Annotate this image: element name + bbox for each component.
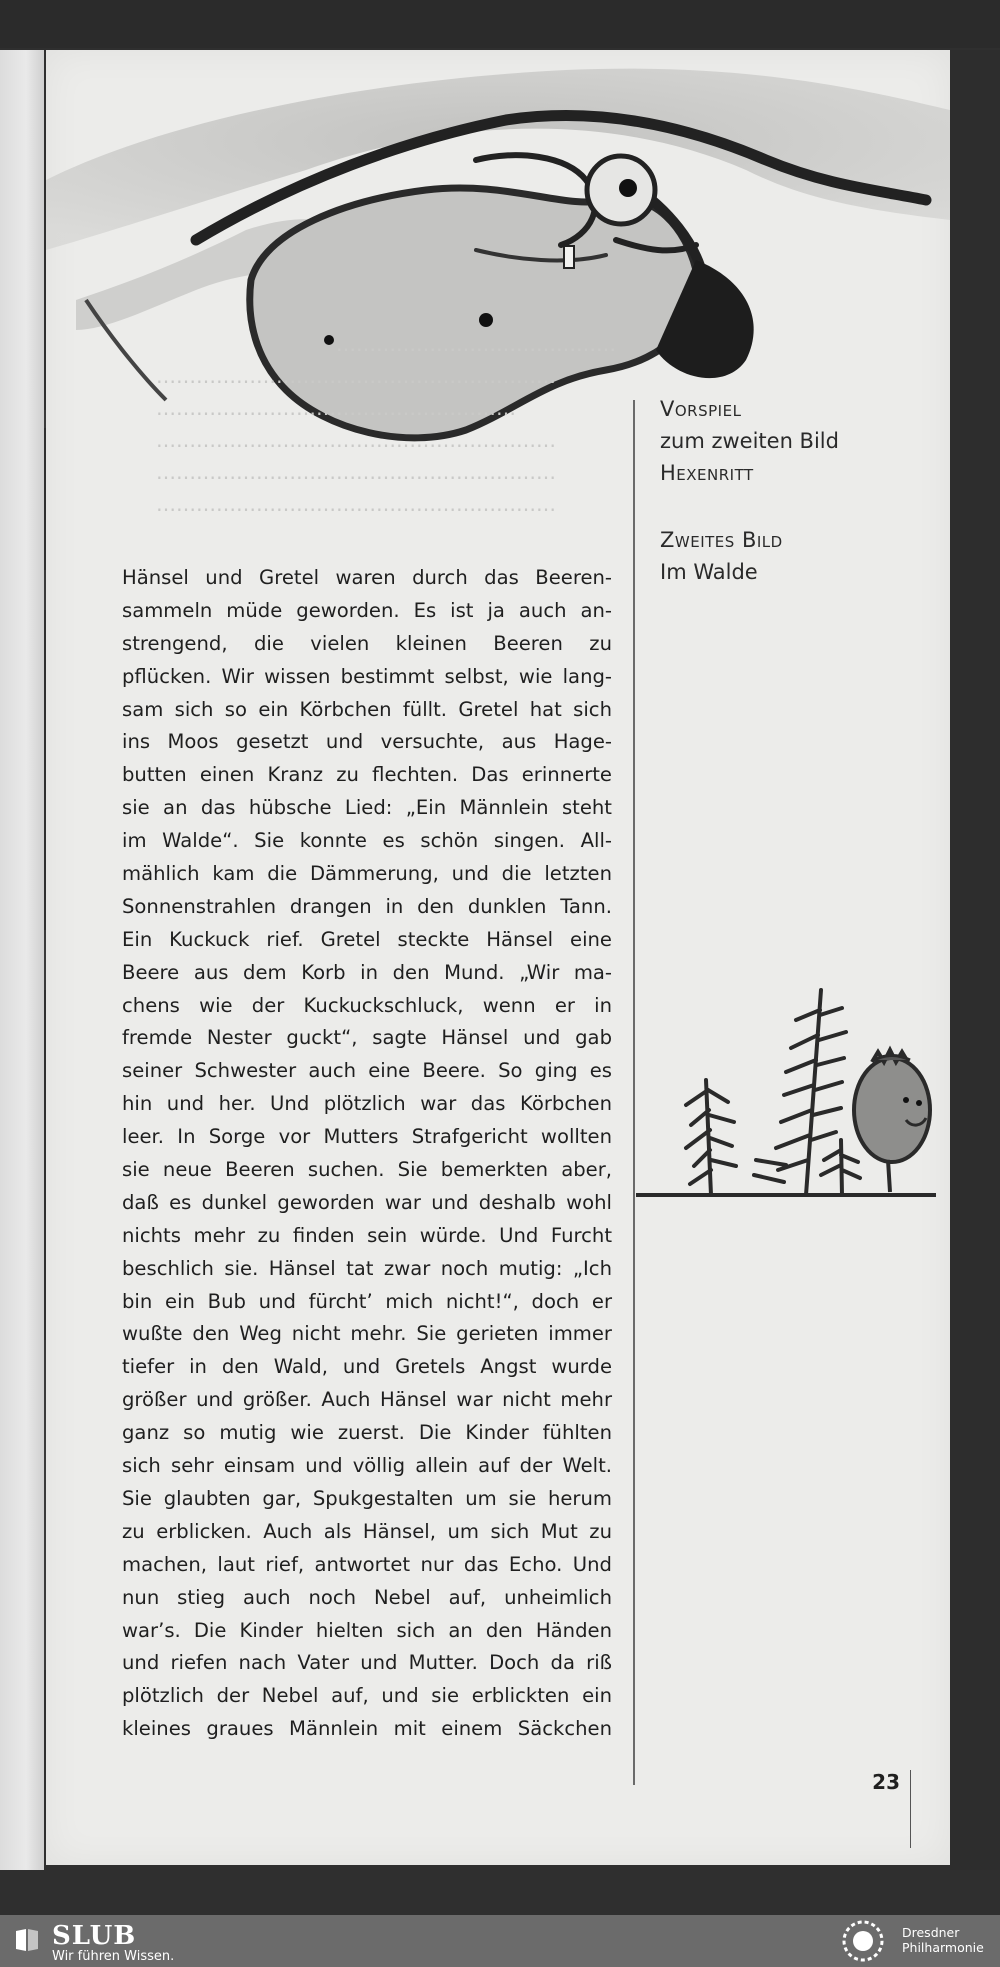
previous-page-edge [0,50,44,1870]
story-line: leer. In Sorge vor Mutters Strafgericht wollten [122,1125,612,1149]
story-line: Hänsel und Gretel waren durch das Beeren- [122,566,612,589]
story-line: fremde Nester guckt“, sagte Hänsel und gab [122,1026,612,1050]
story-line: mählich kam die Dämmerung, und die letzten [122,862,612,886]
bleed-through-text: …………………………………………………… [156,460,556,484]
story-line: Sonnenstrahlen drangen in den dunklen Tann. [122,894,612,918]
story-line: bin ein Bub und fürcht’ mich nicht!“, doch er [122,1289,612,1313]
booklet-page [46,50,950,1865]
story-line: war’s. Die Kinder hielten sich an den Händen [122,1618,612,1642]
bleed-through-text: …………………………………………………… [156,428,556,452]
forest-illustration [636,970,946,1210]
story-line: pflücken. Wir wissen bestimmt selbst, wie lang- [122,664,612,688]
story-line: strengend, die vielen kleinen Beeren zu [122,631,612,655]
story-line: butten einen Kranz zu flechten. Das erinnerte [122,763,612,787]
prelude-subtitle: zum zweiten Bild [660,429,839,453]
story-line: machen, laut rief, antwortet nur das Echo. Und [122,1552,612,1576]
page-number: 23 [872,1770,900,1794]
scene-title: Zweites Bild [660,528,783,552]
story-line: hin und her. Und plötzlich war das Körbchen [122,1092,612,1116]
story-line: chens wie der Kuckuckschluck, wenn er in [122,993,612,1017]
story-line: sich sehr einsam und völlig allein auf der Welt. [122,1454,612,1478]
story-line: nun stieg auch noch Nebel auf, unheimlich [122,1585,612,1609]
story-line: Ein Kuckuck rief. Gretel steckte Hänsel eine [122,927,612,951]
bleed-through-text: …………………………………… [336,332,616,356]
prelude-name: Hexenritt [660,461,754,485]
scan-right-border [950,50,1000,1870]
scan-top-border [0,0,1000,48]
page-number-rule [910,1770,911,1848]
story-line: im Walde“. Sie konnte es schön singen. All- [122,829,612,853]
philharmonie-line2: Philharmonie [902,1940,984,1955]
story-line: plötzlich der Nebel auf, und sie erblickten ein [122,1684,612,1708]
bleed-through-text: …………………………………………………… [156,492,556,516]
story-line: sie an das hübsche Lied: „Ein Männlein steht [122,796,612,820]
story-line: ins Moos gesetzt und versuchte, aus Hage- [122,730,612,754]
story-line: und riefen nach Vater und Mutter. Doch da riß [122,1651,612,1675]
prelude-heading [660,393,839,489]
slub-book-icon [14,1927,40,1953]
story-line: kleines graues Männlein mit einem Säckchen [122,1717,612,1741]
story-line: tiefer in den Wald, und Gretels Angst wurde [122,1355,612,1379]
story-line: daß es dunkel geworden war und deshalb wohl [122,1190,612,1214]
story-line: beschlich sie. Hänsel tat zwar noch mutig: „Ich [122,1256,612,1280]
story-line: ganz so mutig wie zuerst. Die Kinder fühlten [122,1421,612,1445]
viewer-footer [0,1915,1000,1967]
story-line: größer und größer. Auch Hänsel war nicht mehr [122,1388,612,1412]
slub-brand[interactable]: SLUB [52,1921,137,1951]
story-line: sam sich so ein Körbchen füllt. Gretel hat sich [122,697,612,721]
story-line: Beere aus dem Korb in den Mund. „Wir ma- [122,960,612,984]
scene-subtitle: Im Walde [660,560,758,584]
bleed-through-text: ……………………………………………… [156,396,516,420]
story-line: seiner Schwester auch eine Beere. So ging es [122,1059,612,1083]
bleed-through-text: …………………………………………………… [156,364,556,388]
story-line: nichts mehr zu finden sein würde. Und Furcht [122,1223,612,1247]
scene-heading [660,524,783,588]
story-line: Sie glaubten gar, Spukgestalten um sie herum [122,1486,612,1510]
story-line: sammeln müde geworden. Es ist ja auch an- [122,598,612,622]
prelude-title: Vorspiel [660,397,742,421]
slub-tagline: Wir führen Wissen. [52,1949,175,1964]
story-line: wußte den Weg nicht mehr. Sie gerieten immer [122,1322,612,1346]
story-text [122,562,612,1746]
column-divider [633,400,635,1785]
philharmonie-logo-icon [838,1919,888,1963]
story-line: sie neue Beeren suchen. Sie bemerkten aber, [122,1158,612,1182]
philharmonie-line1: Dresdner [902,1925,960,1940]
philharmonie-name[interactable] [902,1925,984,1955]
story-line: zu erblicken. Auch als Hänsel, um sich Mut zu [122,1519,612,1543]
